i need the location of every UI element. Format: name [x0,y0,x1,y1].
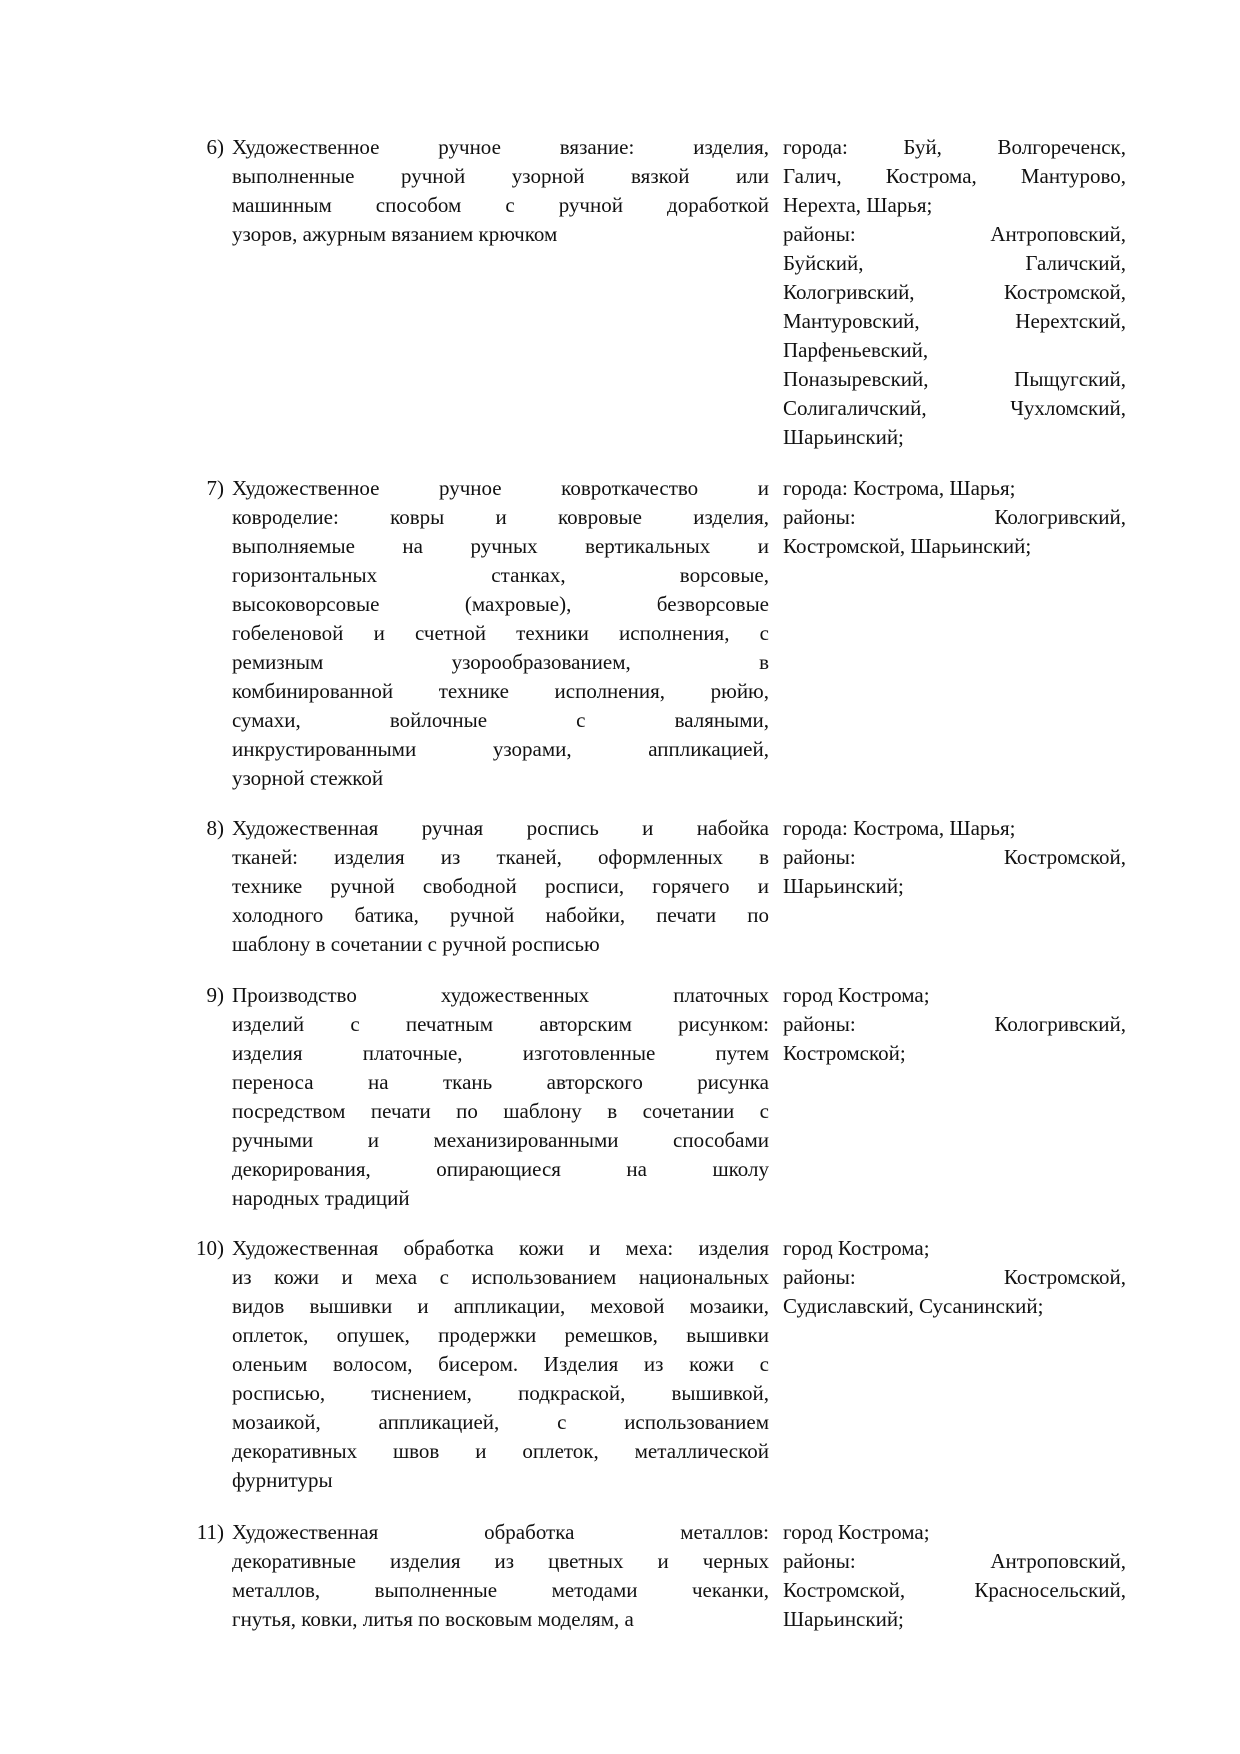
description-line: узорной стежкой [232,766,384,790]
description-line: машинным способом с ручной доработкой [232,193,769,217]
location-line: Солигаличский, Чухломский, [783,396,1126,420]
location-line: районы: Кологривский, [783,505,1126,529]
item-description [232,1234,769,1495]
description-line: Художественное ручное вязание: изделия, [232,135,769,159]
item-locations [783,981,1126,1068]
description-line: оленьим волосом, бисером. Изделия из кожи с [232,1352,769,1376]
item-locations [783,474,1126,561]
item-number: 10) [196,1236,224,1260]
item-number: 6) [206,135,224,159]
item-description [232,814,769,959]
description-line: росписью, тиснением, подкраской, вышивкой, [232,1381,769,1405]
item-locations [783,133,1126,452]
description-line: декорирования, опирающиеся на школу [232,1157,769,1181]
location-line: город Кострома; [783,1236,930,1260]
description-line: гнутья, ковки, литья по восковым моделям, а [232,1607,634,1631]
description-line: народных традиций [232,1186,410,1210]
description-line: ковроделие: ковры и ковровые изделия, [232,505,769,529]
location-line: Буйский, Галичский, [783,251,1126,275]
item-number: 8) [206,816,224,840]
item-number: 7) [206,476,224,500]
description-line: ручными и механизированными способами [232,1128,769,1152]
location-line: Галич, Кострома, Мантурово, [783,164,1126,188]
description-line: посредством печати по шаблону в сочетании с [232,1099,769,1123]
description-line: изделий с печатным авторским рисунком: [232,1012,769,1036]
location-line: города: Кострома, Шарья; [783,816,1016,840]
description-line: инкрустированными узорами, аппликацией, [232,737,769,761]
description-line: узоров, ажурным вязанием крючком [232,222,558,246]
description-line: горизонтальных станках, ворсовые, [232,563,769,587]
description-line: мозаикой, аппликацией, с использованием [232,1410,769,1434]
description-line: из кожи и меха с использованием национальных [232,1265,769,1289]
location-line: город Кострома; [783,983,930,1007]
location-line: районы: Кологривский, [783,1012,1126,1036]
item-description [232,133,769,249]
location-line: Шарьинский; [783,1607,904,1631]
location-line: Судиславский, Сусанинский; [783,1294,1044,1318]
description-line: высоковорсовые (махровые), безворсовые [232,592,769,616]
location-line: районы: Костромской, [783,1265,1126,1289]
item-number: 9) [206,983,224,1007]
location-line: районы: Костромской, [783,845,1126,869]
description-line: металлов, выполненные методами чеканки, [232,1578,769,1602]
item-locations [783,1234,1126,1321]
description-line: видов вышивки и аппликации, меховой мозаики, [232,1294,769,1318]
location-line: город Кострома; [783,1520,930,1544]
location-line: Кологривский, Костромской, [783,280,1126,304]
description-line: холодного батика, ручной набойки, печати по [232,903,769,927]
location-line: районы: Антроповский, [783,222,1126,246]
location-line: Поназыревский, Пыщугский, [783,367,1126,391]
description-line: тканей: изделия из тканей, оформленных в [232,845,769,869]
item-number: 11) [196,1520,224,1544]
description-line: сумахи, войлочные с валяными, [232,708,769,732]
item-description [232,474,769,793]
location-line: Костромской; [783,1041,906,1065]
description-line: комбинированной технике исполнения, рюйю, [232,679,769,703]
description-line: декоративные изделия из цветных и черных [232,1549,769,1573]
description-line: Художественное ручное ковроткачество и [232,476,769,500]
location-line: Шарьинский; [783,425,904,449]
item-description [232,981,769,1213]
description-line: гобеленовой и счетной техники исполнения, с [232,621,769,645]
item-description [232,1518,769,1634]
location-line: Шарьинский; [783,874,904,898]
description-line: Художественная обработка металлов: [232,1520,769,1544]
description-line: ремизным узорообразованием, в [232,650,769,674]
location-line: города: Кострома, Шарья; [783,476,1016,500]
description-line: шаблону в сочетании с ручной росписью [232,932,600,956]
description-line: Производство художественных платочных [232,983,769,1007]
description-line: оплеток, опушек, продержки ремешков, вышивки [232,1323,769,1347]
location-line: Мантуровский, Нерехтский, [783,309,1126,333]
description-line: Художественная обработка кожи и меха: изделия [232,1236,769,1260]
description-line: Художественная ручная роспись и набойка [232,816,769,840]
description-line: выполненные ручной узорной вязкой или [232,164,769,188]
description-line: декоративных швов и оплеток, металлической [232,1439,769,1463]
location-line: Костромской, Шарьинский; [783,534,1032,558]
location-line: города: Буй, Волгореченск, [783,135,1126,159]
description-line: технике ручной свободной росписи, горячего и [232,874,769,898]
item-locations [783,1518,1126,1634]
location-line: Парфеньевский, [783,338,929,362]
location-line: районы: Антроповский, [783,1549,1126,1573]
item-locations [783,814,1126,901]
description-line: фурнитуры [232,1468,333,1492]
description-line: переноса на ткань авторского рисунка [232,1070,769,1094]
location-line: Костромской, Красносельский, [783,1578,1126,1602]
description-line: выполняемые на ручных вертикальных и [232,534,769,558]
location-line: Нерехта, Шарья; [783,193,933,217]
description-line: изделия платочные, изготовленные путем [232,1041,769,1065]
